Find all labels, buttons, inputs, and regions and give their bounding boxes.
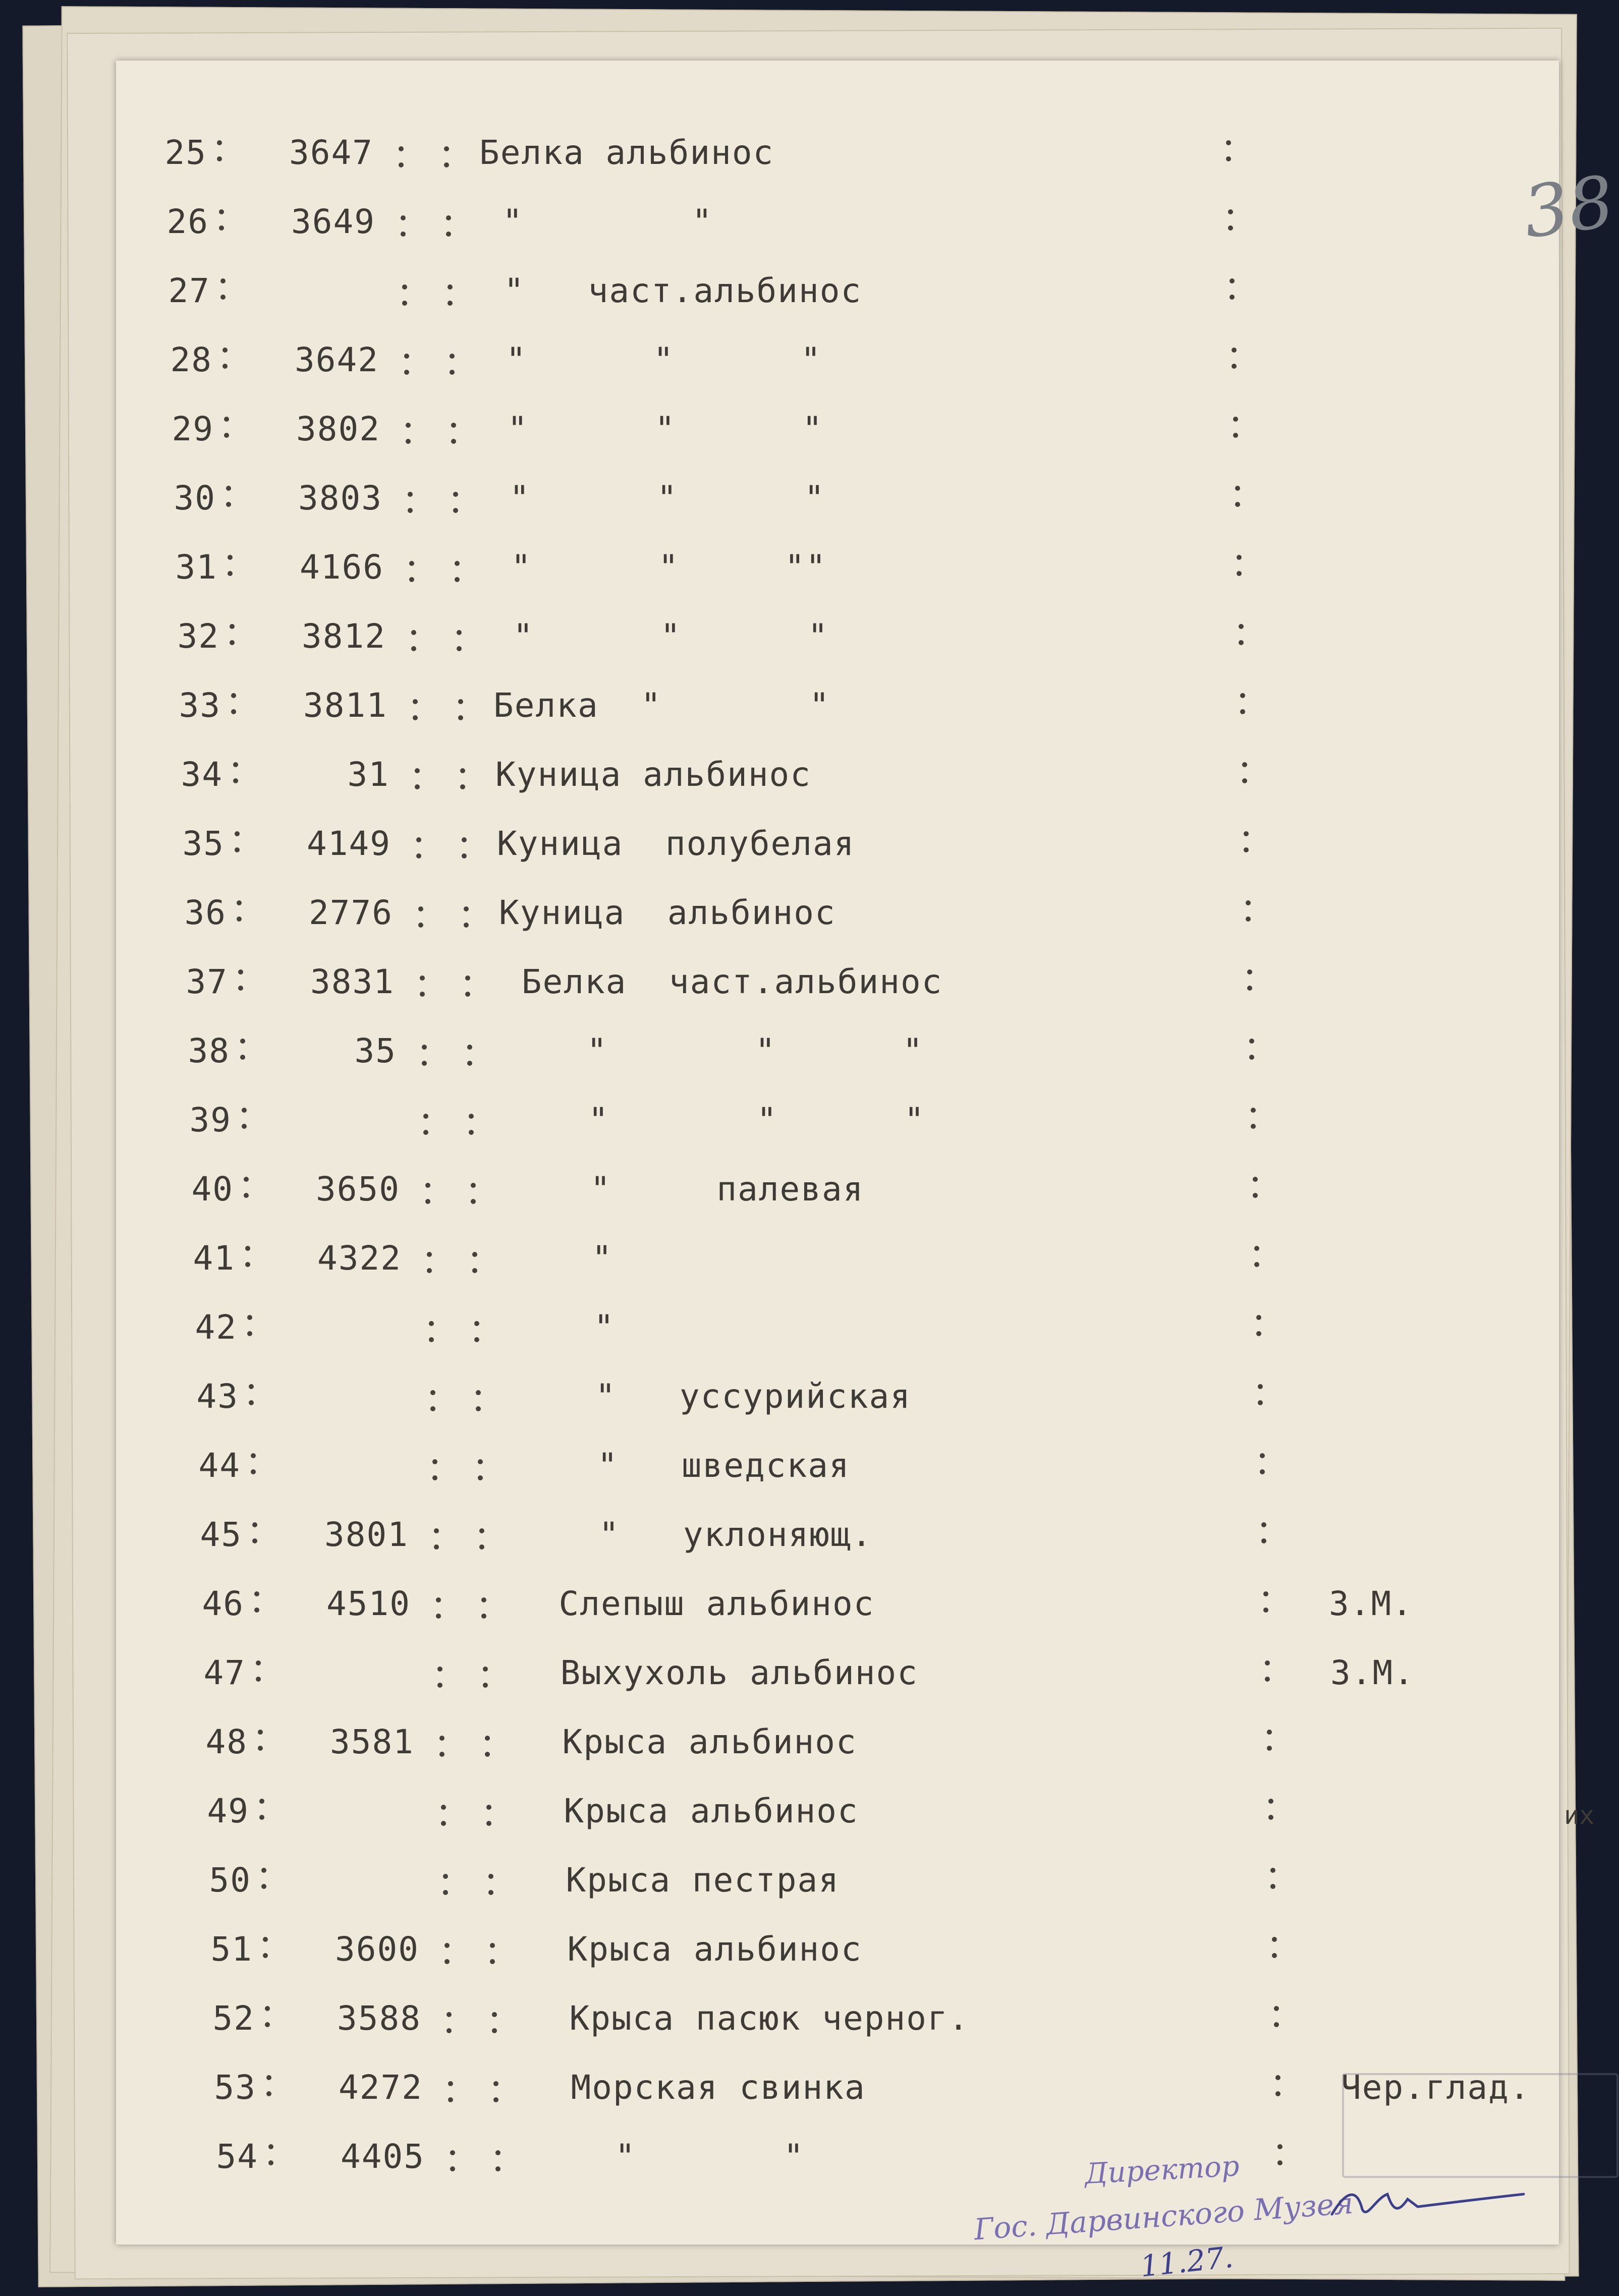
- inventory-number: 3642: [295, 340, 379, 379]
- row-number: 47: [203, 1653, 246, 1692]
- column-separator: [268, 2144, 274, 2166]
- column-separator: [258, 1730, 264, 1752]
- column-separator: [249, 1384, 255, 1406]
- table-row: [116, 202, 1559, 261]
- column-separator: [478, 1459, 484, 1481]
- column-separator: [1242, 762, 1248, 784]
- column-separator: [467, 1045, 473, 1067]
- signature-institution: Гос. Дарвинского Музея: [973, 2186, 1355, 2247]
- inventory-number: 4405: [341, 2137, 425, 2176]
- column-separator: [1249, 1039, 1255, 1061]
- table-row: [116, 1377, 1559, 1436]
- column-separator: [408, 492, 414, 514]
- column-separator: [1256, 1315, 1262, 1337]
- table-row: [116, 340, 1559, 399]
- inventory-number: 3802: [296, 410, 380, 448]
- column-separator: [413, 699, 419, 721]
- inventory-number: 3588: [337, 1999, 421, 2038]
- column-separator: [252, 1522, 258, 1544]
- column-separator: [263, 1937, 269, 1959]
- column-separator: [474, 1321, 480, 1343]
- table-row: [116, 1515, 1559, 1574]
- inventory-number: 3831: [310, 962, 395, 1001]
- table-row: [116, 479, 1559, 537]
- column-separator: [1261, 1522, 1267, 1544]
- row-number: 28: [170, 340, 212, 379]
- column-separator: [458, 699, 464, 721]
- column-separator: [261, 1868, 267, 1890]
- column-separator: [409, 561, 415, 583]
- table-row: [116, 1792, 1559, 1850]
- column-separator: [429, 1321, 435, 1343]
- column-separator: [418, 906, 424, 929]
- specimen-note: З.М.: [1329, 1584, 1413, 1623]
- column-separator: [493, 2081, 499, 2103]
- row-number: 52: [212, 1999, 255, 2038]
- row-number: 54: [216, 2137, 258, 2176]
- signature-date: 11.27.: [1138, 2240, 1235, 2284]
- row-number: 40: [191, 1170, 234, 1209]
- column-separator: [399, 146, 405, 168]
- row-number: 50: [209, 1861, 251, 1900]
- inventory-number: 4149: [307, 824, 391, 863]
- inventory-number: 3650: [316, 1170, 400, 1209]
- specimen-name: " " "": [490, 548, 827, 587]
- row-number: 48: [205, 1723, 248, 1761]
- row-number: 25: [164, 133, 207, 172]
- column-separator: [256, 1660, 262, 1683]
- column-separator: [230, 624, 236, 646]
- column-separator: [1277, 2144, 1283, 2166]
- column-separator: [444, 146, 450, 168]
- column-separator: [420, 975, 426, 998]
- table-row: [116, 133, 1559, 192]
- table-row: [116, 1930, 1559, 1988]
- column-separator: [1240, 693, 1246, 715]
- specimen-note: З.М.: [1330, 1653, 1415, 1692]
- column-separator: [1260, 1453, 1266, 1475]
- column-separator: [1254, 1246, 1260, 1268]
- inventory-number: 3581: [330, 1723, 414, 1761]
- inventory-number: 4272: [339, 2068, 423, 2107]
- column-separator: [240, 1039, 246, 1061]
- column-separator: [1265, 1660, 1271, 1683]
- specimen-name: Крыса пасюк черног.: [527, 1999, 970, 2038]
- row-number: 35: [182, 824, 225, 863]
- specimen-note: Чер.глад.: [1341, 2068, 1531, 2107]
- column-separator: [423, 1114, 429, 1136]
- column-separator: [222, 348, 229, 370]
- specimen-name: Крыса пестрая: [524, 1861, 840, 1900]
- column-separator: [469, 1114, 475, 1136]
- column-separator: [492, 2012, 498, 2034]
- column-separator: [1235, 486, 1241, 508]
- signature-title: Директор: [1084, 2150, 1241, 2191]
- column-separator: [465, 975, 471, 998]
- column-separator: [444, 1943, 451, 1965]
- column-separator: [259, 1799, 265, 1821]
- table-row: [116, 1031, 1559, 1090]
- table-row: [116, 1308, 1559, 1366]
- row-number: 53: [214, 2068, 256, 2107]
- column-separator: [1267, 1730, 1273, 1752]
- table-row: [116, 1584, 1559, 1643]
- specimen-name: Выхухоль альбинос: [518, 1653, 918, 1692]
- column-separator: [402, 284, 408, 307]
- column-separator: [1272, 1937, 1278, 1959]
- row-number: 51: [210, 1930, 253, 1969]
- column-separator: [411, 630, 417, 652]
- column-separator: [247, 1315, 253, 1337]
- row-number: 38: [188, 1031, 230, 1070]
- column-separator: [1244, 831, 1250, 853]
- column-separator: [439, 1736, 445, 1758]
- column-separator: [430, 1390, 436, 1412]
- column-separator: [471, 1183, 477, 1205]
- specimen-name: ": [510, 1308, 615, 1347]
- column-separator: [457, 630, 463, 652]
- column-separator: [1237, 555, 1243, 577]
- table-row: [116, 824, 1559, 883]
- inventory-number: 4166: [300, 548, 384, 587]
- inventory-number: 31: [347, 755, 389, 794]
- column-separator: [446, 2012, 453, 2034]
- column-separator: [436, 1597, 442, 1620]
- column-separator: [427, 1252, 433, 1274]
- column-separator: [479, 1528, 485, 1551]
- row-number: 36: [184, 893, 227, 932]
- column-separator: [1270, 1868, 1276, 1890]
- row-number: 27: [168, 271, 210, 310]
- table-row: [116, 686, 1559, 744]
- column-separator: [217, 140, 223, 162]
- specimen-name: " " ": [485, 340, 822, 379]
- row-number: 31: [175, 548, 217, 587]
- column-separator: [422, 1045, 428, 1067]
- row-number: 30: [174, 479, 216, 518]
- table-row: [116, 271, 1559, 330]
- column-separator: [448, 284, 454, 307]
- column-separator: [453, 492, 459, 514]
- column-separator: [1275, 2075, 1281, 2097]
- row-number: 49: [207, 1792, 249, 1830]
- table-row: [116, 1861, 1559, 1919]
- column-separator: [462, 837, 468, 859]
- column-separator: [231, 693, 237, 715]
- inventory-number: 3812: [302, 617, 386, 656]
- inventory-number: 3649: [291, 202, 375, 241]
- column-separator: [1232, 348, 1238, 370]
- column-separator: [1263, 1591, 1269, 1614]
- column-separator: [481, 1597, 487, 1620]
- table-row: [116, 1170, 1559, 1228]
- specimen-name: Куница альбинос: [499, 893, 836, 932]
- column-separator: [1258, 1384, 1264, 1406]
- column-separator: [404, 354, 410, 376]
- column-separator: [242, 1108, 248, 1130]
- column-separator: [495, 2150, 501, 2172]
- column-separator: [441, 1805, 447, 1827]
- column-separator: [437, 1667, 443, 1689]
- column-separator: [1253, 1177, 1259, 1199]
- column-separator: [1246, 900, 1252, 923]
- column-separator: [1233, 417, 1239, 439]
- specimen-name: Крыса альбинос: [525, 1930, 862, 1969]
- inventory-number: 4322: [317, 1239, 402, 1278]
- specimen-name: " ": [481, 202, 713, 241]
- table-row: [116, 1101, 1559, 1159]
- column-separator: [472, 1252, 478, 1274]
- specimen-name: " уклоняющ.: [515, 1515, 873, 1554]
- column-separator: [451, 423, 457, 445]
- column-separator: [401, 215, 407, 238]
- table-row: [116, 893, 1559, 952]
- column-separator: [219, 209, 225, 232]
- column-separator: [432, 1459, 438, 1481]
- column-separator: [224, 417, 230, 439]
- specimen-name: " " ": [504, 1101, 925, 1139]
- specimen-name: " шведская: [513, 1446, 850, 1485]
- row-number: 42: [195, 1308, 237, 1347]
- column-separator: [483, 1667, 489, 1689]
- inventory-number: 4510: [326, 1584, 411, 1623]
- row-number: 33: [179, 686, 221, 725]
- column-separator: [448, 2081, 454, 2103]
- inventory-number: 3811: [303, 686, 387, 725]
- specimen-name: " " ": [488, 479, 825, 518]
- table-row: [116, 1446, 1559, 1505]
- column-separator: [1228, 209, 1234, 232]
- specimen-name: " " ": [486, 410, 823, 448]
- column-separator: [1268, 1799, 1274, 1821]
- inventory-number: 3600: [335, 1930, 419, 1969]
- specimen-name: ": [508, 1239, 613, 1278]
- inventory-number: 3647: [289, 133, 373, 172]
- column-separator: [450, 354, 456, 376]
- row-number: 37: [186, 962, 228, 1001]
- column-separator: [1274, 2006, 1280, 2028]
- specimen-name: Крыса альбинос: [520, 1723, 857, 1761]
- specimen-name: " уссурийская: [511, 1377, 911, 1416]
- column-separator: [490, 1943, 496, 1965]
- row-number: 44: [198, 1446, 241, 1485]
- column-separator: [244, 1177, 250, 1199]
- column-separator: [406, 423, 412, 445]
- column-separator: [443, 1874, 449, 1896]
- column-separator: [416, 837, 422, 859]
- inventory-number: 3801: [324, 1515, 409, 1554]
- specimen-name: Белка " ": [493, 686, 830, 725]
- column-separator: [488, 1874, 494, 1896]
- column-separator: [237, 900, 243, 923]
- column-separator: [455, 561, 461, 583]
- specimen-name: " " ": [503, 1031, 924, 1070]
- table-row: [116, 548, 1559, 606]
- table-row: [116, 962, 1559, 1021]
- column-separator: [1247, 969, 1253, 992]
- column-separator: [460, 768, 466, 790]
- specimen-name: Белка альбинос: [479, 133, 774, 172]
- specimen-name: " ": [531, 2137, 805, 2176]
- specimen-name: Морская свинка: [529, 2068, 866, 2107]
- column-separator: [226, 486, 232, 508]
- faded-stamp: [1341, 2068, 1618, 2178]
- column-separator: [476, 1390, 482, 1412]
- column-separator: [1239, 624, 1245, 646]
- column-separator: [464, 906, 470, 929]
- row-number: 41: [193, 1239, 235, 1278]
- inventory-number: 35: [354, 1031, 397, 1070]
- folio-number: 38: [1518, 160, 1619, 255]
- row-number: 29: [172, 410, 214, 448]
- inventory-number: 2776: [309, 893, 393, 932]
- row-number: 46: [202, 1584, 244, 1623]
- column-separator: [1230, 278, 1236, 301]
- column-separator: [1226, 140, 1232, 162]
- row-number: 34: [181, 755, 223, 794]
- column-separator: [450, 2150, 456, 2172]
- specimen-name: Куница полубелая: [497, 824, 855, 863]
- column-separator: [233, 762, 239, 784]
- column-separator: [245, 1246, 251, 1268]
- row-number: 39: [189, 1101, 232, 1139]
- table-row: [116, 1239, 1559, 1297]
- column-separator: [228, 555, 234, 577]
- column-separator: [235, 831, 241, 853]
- column-separator: [446, 215, 452, 238]
- column-separator: [434, 1528, 440, 1551]
- column-separator: [425, 1183, 431, 1205]
- table-row: [116, 1723, 1559, 1781]
- table-row: [116, 1999, 1559, 2057]
- row-number: 45: [200, 1515, 242, 1554]
- specimen-name: Белка част.альбинос: [500, 962, 943, 1001]
- row-number: 26: [166, 202, 209, 241]
- table-row: [116, 1653, 1559, 1712]
- table-row: [116, 617, 1559, 675]
- column-separator: [485, 1736, 491, 1758]
- column-separator: [266, 2075, 272, 2097]
- column-separator: [220, 278, 227, 301]
- inventory-number: 3803: [298, 479, 382, 518]
- column-separator: [1251, 1108, 1257, 1130]
- column-separator: [254, 1591, 260, 1614]
- specimen-name: " " ": [492, 617, 829, 656]
- table-row: [116, 410, 1559, 468]
- row-number: 32: [177, 617, 219, 656]
- edge-fragment-text: их: [1564, 1801, 1595, 1830]
- specimen-name: " палевая: [506, 1170, 864, 1209]
- specimen-name: Крыса альбинос: [522, 1792, 859, 1830]
- column-separator: [415, 768, 421, 790]
- column-separator: [251, 1453, 257, 1475]
- handwritten-signature: [1327, 2179, 1529, 2224]
- column-separator: [486, 1805, 492, 1827]
- column-separator: [265, 2006, 271, 2028]
- row-number: 43: [196, 1377, 239, 1416]
- specimen-name: " част.альбинос: [483, 271, 862, 310]
- column-separator: [238, 969, 244, 992]
- specimen-name: Слепыш альбинос: [517, 1584, 875, 1623]
- specimen-name: Куница альбинос: [495, 755, 812, 794]
- table-row: [116, 755, 1559, 814]
